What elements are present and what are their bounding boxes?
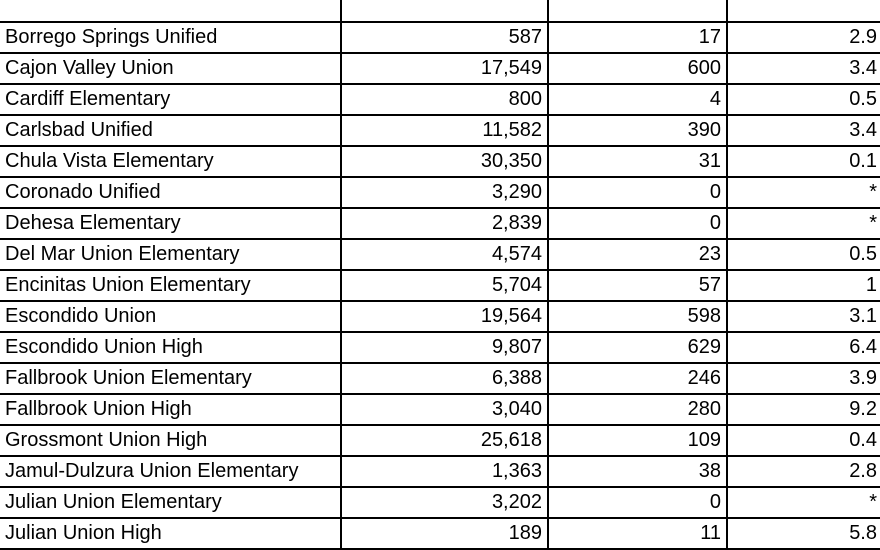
district-name-cell: Dehesa Elementary xyxy=(0,208,341,239)
percent-cell: 2.9 xyxy=(727,22,880,53)
enrollment-cell: 2,839 xyxy=(341,208,548,239)
enrollment-cell: 189 xyxy=(341,518,548,549)
enrollment-cell: 9,807 xyxy=(341,332,548,363)
district-name-cell xyxy=(0,0,341,22)
table-row xyxy=(0,22,880,53)
percent-cell: 3.4 xyxy=(727,115,880,146)
percent-cell: 2.8 xyxy=(727,456,880,487)
district-name-cell: Carlsbad Unified xyxy=(0,115,341,146)
count-cell: 280 xyxy=(548,394,727,425)
district-name-cell: Fallbrook Union High xyxy=(0,394,341,425)
percent-cell: * xyxy=(727,487,880,518)
table-row xyxy=(0,456,880,487)
table-row xyxy=(0,84,880,115)
district-name-cell: Grossmont Union High xyxy=(0,425,341,456)
table-row xyxy=(0,270,880,301)
count-cell: 0 xyxy=(548,177,727,208)
table-row xyxy=(0,0,880,22)
enrollment-cell: 3,202 xyxy=(341,487,548,518)
percent-cell: 9.2 xyxy=(727,394,880,425)
count-cell: 17 xyxy=(548,22,727,53)
percent-cell: 3.4 xyxy=(727,53,880,84)
percent-cell: 0.5 xyxy=(727,239,880,270)
table-row xyxy=(0,208,880,239)
district-name-cell: Escondido Union xyxy=(0,301,341,332)
table-row xyxy=(0,146,880,177)
enrollment-cell: 587 xyxy=(341,22,548,53)
table-row xyxy=(0,487,880,518)
percent-cell: 3.1 xyxy=(727,301,880,332)
enrollment-cell: 1,363 xyxy=(341,456,548,487)
count-cell: 31 xyxy=(548,146,727,177)
enrollment-cell: 19,564 xyxy=(341,301,548,332)
table-row xyxy=(0,518,880,549)
count-cell: 57 xyxy=(548,270,727,301)
count-cell: 0 xyxy=(548,487,727,518)
percent-cell xyxy=(727,0,880,22)
district-name-cell: Julian Union High xyxy=(0,518,341,549)
percent-cell: 3.9 xyxy=(727,363,880,394)
district-name-cell: Del Mar Union Elementary xyxy=(0,239,341,270)
table-row xyxy=(0,394,880,425)
table-row xyxy=(0,301,880,332)
count-cell: 600 xyxy=(548,53,727,84)
percent-cell: 6.4 xyxy=(727,332,880,363)
enrollment-cell: 3,040 xyxy=(341,394,548,425)
table-row xyxy=(0,177,880,208)
table-row xyxy=(0,363,880,394)
table-row xyxy=(0,332,880,363)
count-cell: 598 xyxy=(548,301,727,332)
enrollment-cell: 11,582 xyxy=(341,115,548,146)
percent-cell: 0.4 xyxy=(727,425,880,456)
enrollment-cell: 6,388 xyxy=(341,363,548,394)
count-cell: 11 xyxy=(548,518,727,549)
percent-cell: 1 xyxy=(727,270,880,301)
enrollment-cell: 5,704 xyxy=(341,270,548,301)
district-name-cell: Cardiff Elementary xyxy=(0,84,341,115)
count-cell: 4 xyxy=(548,84,727,115)
district-name-cell: Cajon Valley Union xyxy=(0,53,341,84)
count-cell: 38 xyxy=(548,456,727,487)
percent-cell: * xyxy=(727,208,880,239)
district-name-cell: Escondido Union High xyxy=(0,332,341,363)
count-cell: 629 xyxy=(548,332,727,363)
district-name-cell: Chula Vista Elementary xyxy=(0,146,341,177)
count-cell: 390 xyxy=(548,115,727,146)
district-name-cell: Borrego Springs Unified xyxy=(0,22,341,53)
table-row xyxy=(0,115,880,146)
enrollment-cell xyxy=(341,0,548,22)
district-name-cell: Coronado Unified xyxy=(0,177,341,208)
count-cell xyxy=(548,0,727,22)
enrollment-cell: 30,350 xyxy=(341,146,548,177)
percent-cell: 0.1 xyxy=(727,146,880,177)
enrollment-cell: 800 xyxy=(341,84,548,115)
count-cell: 0 xyxy=(548,208,727,239)
count-cell: 23 xyxy=(548,239,727,270)
percent-cell: * xyxy=(727,177,880,208)
district-name-cell: Julian Union Elementary xyxy=(0,487,341,518)
district-name-cell: Jamul-Dulzura Union Elementary xyxy=(0,456,341,487)
district-name-cell: Encinitas Union Elementary xyxy=(0,270,341,301)
district-name-cell: Fallbrook Union Elementary xyxy=(0,363,341,394)
enrollment-cell: 3,290 xyxy=(341,177,548,208)
enrollment-cell: 17,549 xyxy=(341,53,548,84)
count-cell: 246 xyxy=(548,363,727,394)
table-row xyxy=(0,425,880,456)
table-row xyxy=(0,53,880,84)
table-row xyxy=(0,239,880,270)
enrollment-cell: 4,574 xyxy=(341,239,548,270)
count-cell: 109 xyxy=(548,425,727,456)
percent-cell: 0.5 xyxy=(727,84,880,115)
percent-cell: 5.8 xyxy=(727,518,880,549)
enrollment-cell: 25,618 xyxy=(341,425,548,456)
